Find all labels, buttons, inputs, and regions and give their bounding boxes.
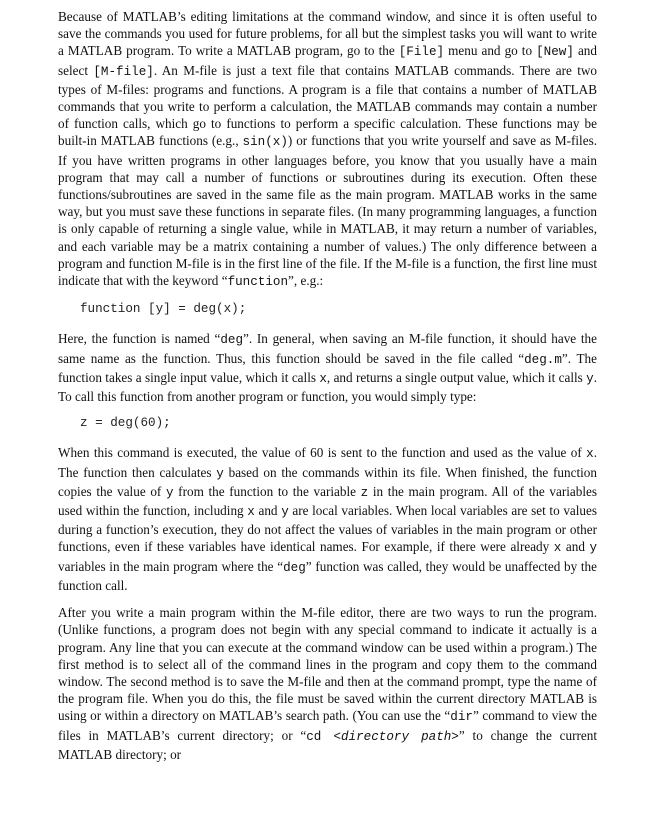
- text-run: ”, e.g.:: [288, 273, 324, 289]
- inline-code-y: y: [281, 505, 289, 520]
- menu-new-code: [New]: [536, 45, 574, 60]
- text-run: in the main program. All of the variables used within the function, including: [58, 483, 597, 519]
- text-run: based on the commands within its file. When finished, the function copies the value of: [58, 464, 597, 499]
- inline-code-directory-path: <directory path>: [333, 729, 459, 744]
- text-run: from the function to the variable: [173, 483, 361, 499]
- text-run: Here, the function is named “: [58, 331, 221, 347]
- text-run: When this command is executed, the value of 60 is sent to the function and used as the value of: [58, 445, 587, 461]
- text-run: ” command to view the files in MATLAB’s current directory; or “: [58, 708, 597, 743]
- inline-code-sin: sin(x): [242, 135, 288, 150]
- text-run: and select: [58, 43, 597, 78]
- text-run: ”. In general, when saving an M-file function, it should have the same name as the function. Thus, this function should be saved in the file called “: [58, 331, 597, 366]
- paragraph-function-naming: [58, 330, 597, 405]
- text-run: After you write a main program within the M-file editor, there are two ways to run the program. (Unlike functions, a program does not begin with any special command to indicate it actually is a program. Any line that you can execute at the command window can be used within a program.) The first method is to select all of the command lines in the program and copy them to the command window. The second method is to save the M-file and then at the command prompt, type the name of the program file. When you do this, the file must be saved within the current directory MATLAB is using or within a directory on MATLAB’s search path. (You can use the “: [58, 605, 597, 724]
- inline-code-cd: cd: [306, 729, 334, 744]
- text-run: ”. The function takes a single input value, which it calls: [58, 350, 597, 385]
- inline-code-function: function: [227, 275, 289, 290]
- inline-code-deg-m: deg.m: [524, 352, 562, 367]
- text-run: ) or functions that you write yourself and save as M-files. If you have written programs in other languages before, you know that you usually have a main program that may call a number of functions or subroutines during its execution. Often these functions/subroutines are saved in the same file as the main program. MATLAB works in the same way, but you must save these functions in separate files. (In many programming languages, a function is only capable of returning a single value, while in MATLAB, it may return a number of variables, and each variable may be a matrix containing a number of values.) The only difference between a program and function M-file is in the first line of the file. If the M-file is a function, the first line must indicate that with the keyword “: [58, 133, 598, 289]
- text-run: ” to change the current MATLAB directory; or: [58, 727, 597, 762]
- text-run: variables in the main program where the “: [58, 558, 284, 574]
- inline-code-z: z: [360, 485, 369, 500]
- text-run: are local variables. When local variables are set to values during a function’s execution, they do not affect the values of variables in the main program or other functions, even if these variables have identical names. For example, if there were already: [58, 503, 598, 555]
- paragraph-local-variables: [58, 444, 597, 594]
- inline-code-y: y: [589, 541, 597, 556]
- text-run: . The function then calculates: [58, 445, 597, 480]
- inline-code-deg: deg: [283, 560, 306, 575]
- inline-code-y: y: [216, 466, 224, 481]
- text-run: , and returns a single output value, which it calls: [326, 369, 587, 385]
- inline-code-dir: dir: [450, 710, 473, 725]
- text-run: Because of MATLAB’s editing limitations at the command window, and since it is often useful to save the commands you used for future problems, for all but the simplest tasks you will want to write a MATLAB program. To write a MATLAB program, go to the: [58, 9, 597, 59]
- code-block-function-deg: function [y] = deg(x);: [80, 302, 247, 317]
- inline-code-x: x: [586, 447, 594, 462]
- text-run: . An M-file is just a text file that contains MATLAB commands. There are two types of M-files: programs and functions. A program is a file that contains a number of MATLAB commands that you write to perform a calculation, the MATLAB commands may contain a number of function calls, which go to functions to perform a specific calculation. These functions may be built-in MATLAB functions (e.g.,: [58, 62, 597, 149]
- menu-mfile-code: [M-file]: [93, 64, 154, 79]
- inline-code-x: x: [553, 541, 562, 556]
- text-run: and: [254, 503, 282, 519]
- text-run: and: [561, 539, 590, 555]
- inline-code-x: x: [247, 505, 255, 520]
- menu-file-code: [File]: [398, 45, 445, 60]
- text-run: . To call this function from another program or function, you would simply type:: [58, 369, 597, 405]
- inline-code-y: y: [586, 371, 594, 386]
- code-block-call-deg: z = deg(60);: [80, 416, 171, 431]
- inline-code-deg: deg: [220, 333, 244, 348]
- inline-code-y: y: [165, 485, 174, 500]
- text-run: menu and go to: [444, 43, 537, 59]
- paragraph-mfile-intro: [58, 8, 597, 291]
- inline-code-x: x: [319, 371, 327, 386]
- paragraph-running-programs: [58, 604, 597, 763]
- text-run: ” function was called, they would be unaffected by the function call.: [58, 558, 597, 593]
